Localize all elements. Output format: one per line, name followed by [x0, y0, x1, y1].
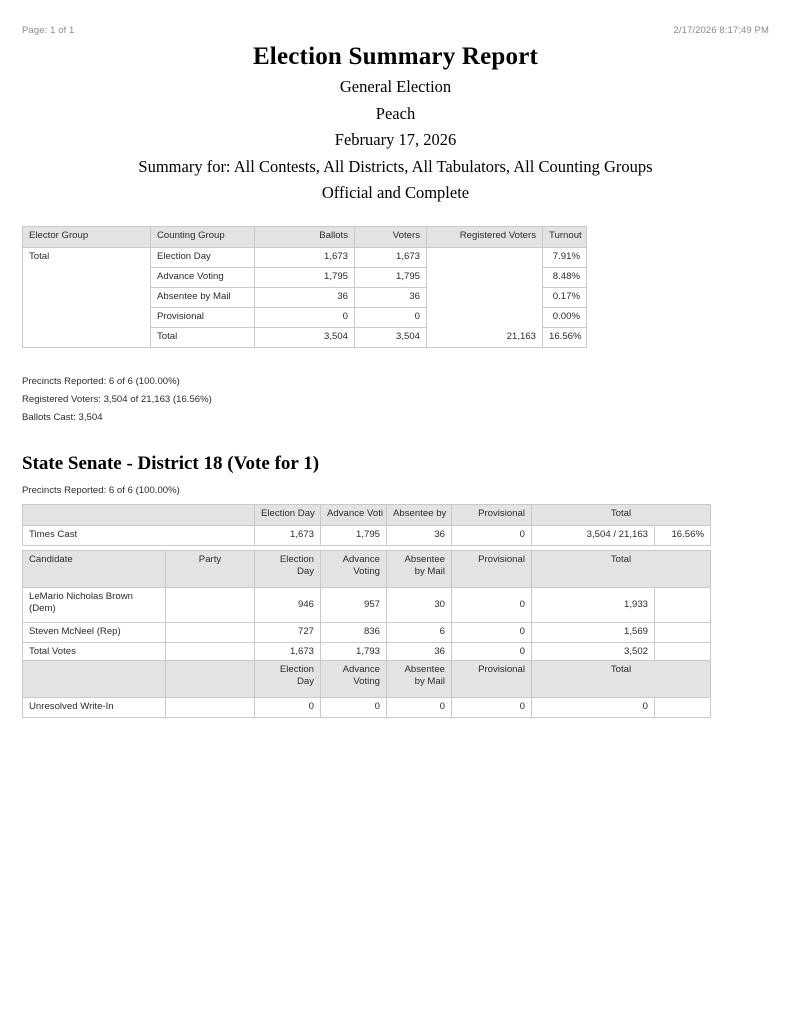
- row-label: Times Cast: [23, 526, 255, 546]
- turnout-value: 8.48%: [543, 268, 587, 288]
- col-provisional: Provisional: [452, 505, 532, 526]
- col-blank-1: [23, 661, 166, 698]
- turnout-value: 0.17%: [543, 288, 587, 308]
- col-total: Total: [532, 551, 711, 588]
- col-counting-group: Counting Group: [151, 227, 255, 248]
- provisional-value: 0: [452, 623, 532, 643]
- table-row: [23, 268, 587, 288]
- col-advance-voting: Advance Voting: [321, 551, 387, 588]
- stat-ballots-cast: Ballots Cast: 3,504: [22, 412, 103, 423]
- percent-value: [655, 698, 711, 718]
- advance-voting-value: 1,793: [321, 643, 387, 663]
- col-voters: Voters: [355, 227, 427, 248]
- absentee-by-mail-value: 30: [387, 588, 452, 623]
- turnout-value: 0.00%: [543, 308, 587, 328]
- elector-group-spacer: [23, 328, 151, 348]
- col-absentee-by-mail: Absentee by Mail: [387, 661, 452, 698]
- percent-value: [655, 588, 711, 623]
- total-value: 1,933: [532, 588, 655, 623]
- table-row: [23, 288, 587, 308]
- elector-group-spacer: [23, 308, 151, 328]
- registered-voters-value: [427, 308, 543, 328]
- election-date: February 17, 2026: [334, 130, 457, 149]
- col-election-day: Election Day: [255, 505, 321, 526]
- party-value: [166, 623, 255, 643]
- candidate-name: Steven McNeel (Rep): [23, 623, 166, 643]
- advance-voting-value: 0: [321, 698, 387, 718]
- provisional-value: 0: [452, 588, 532, 623]
- blank-value: [166, 698, 255, 718]
- col-candidate: Candidate: [23, 551, 166, 588]
- turnout-percent-value: 16.56%: [655, 526, 711, 546]
- election-day-value: 727: [255, 623, 321, 643]
- provisional-value: 0: [452, 526, 532, 546]
- row-label: Unresolved Write-In: [23, 698, 166, 718]
- summary-scope: Summary for: All Contests, All Districts, All Tabulators, All Counting Groups: [138, 156, 653, 176]
- stat-registered-voters: Registered Voters: 3,504 of 21,163 (16.56%): [22, 394, 212, 405]
- ballots-value: 1,795: [255, 268, 355, 288]
- registered-voters-value: [427, 248, 543, 268]
- col-election-day: Election Day: [255, 661, 321, 698]
- times-cast-table: [22, 504, 711, 546]
- table-row: [23, 526, 711, 546]
- total-votes-label: Total Votes: [23, 643, 166, 663]
- absentee-by-mail-value: 36: [387, 526, 452, 546]
- election-name: General Election: [339, 77, 452, 96]
- table-header-row: [23, 505, 711, 526]
- table-row: [23, 308, 587, 328]
- table-header-row: [23, 227, 587, 248]
- voters-value: 3,504: [355, 328, 427, 348]
- jurisdiction-name: Peach: [375, 103, 416, 123]
- col-registered-voters: Registered Voters: [427, 227, 543, 248]
- advance-voting-value: 957: [321, 588, 387, 623]
- voters-value: 0: [355, 308, 427, 328]
- elector-group-summary-table: [22, 226, 587, 348]
- provisional-value: 0: [452, 643, 532, 663]
- voters-value: 1,795: [355, 268, 427, 288]
- voters-value: 36: [355, 288, 427, 308]
- total-value: 1,569: [532, 623, 655, 643]
- election-day-value: 946: [255, 588, 321, 623]
- counting-group-value: Advance Voting: [151, 268, 255, 288]
- party-value: [166, 588, 255, 623]
- col-party: Party: [166, 551, 255, 588]
- counting-group-value: Total: [151, 328, 255, 348]
- election-stats-block: [22, 373, 212, 427]
- col-turnout: Turnout: [543, 227, 587, 248]
- col-blank-2: [166, 661, 255, 698]
- report-timestamp: 2/17/2026 8:17:49 PM: [673, 25, 769, 36]
- counting-group-value: Election Day: [151, 248, 255, 268]
- total-value: 3,504 / 21,163: [532, 526, 655, 546]
- table-row: [23, 248, 587, 268]
- ballots-value: 3,504: [255, 328, 355, 348]
- col-election-day: Election Day: [255, 551, 321, 588]
- election-day-value: 1,673: [255, 526, 321, 546]
- unresolved-writein-table: [22, 660, 711, 718]
- col-blank: [23, 505, 255, 526]
- table-row-total: [23, 328, 587, 348]
- registered-voters-value: [427, 268, 543, 288]
- elector-group-spacer: [23, 268, 151, 288]
- registered-voters-value: [427, 288, 543, 308]
- report-status: Official and Complete: [321, 183, 470, 202]
- table-row: [23, 623, 711, 643]
- candidate-name: LeMario Nicholas Brown (Dem): [23, 588, 166, 623]
- col-provisional: Provisional: [452, 551, 532, 588]
- ballots-value: 0: [255, 308, 355, 328]
- table-row: [23, 588, 711, 623]
- counting-group-value: Provisional: [151, 308, 255, 328]
- col-ballots: Ballots: [255, 227, 355, 248]
- counting-group-value: Absentee by Mail: [151, 288, 255, 308]
- ballots-value: 36: [255, 288, 355, 308]
- contest-title: State Senate - District 18 (Vote for 1): [22, 453, 320, 474]
- absentee-by-mail-value: 6: [387, 623, 452, 643]
- total-value: 3,502: [532, 643, 655, 663]
- percent-value: [655, 623, 711, 643]
- stat-precincts-reported: Precincts Reported: 6 of 6 (100.00%): [22, 376, 180, 387]
- col-absentee-by-mail: Absentee by Mail: [387, 551, 452, 588]
- col-provisional: Provisional: [452, 661, 532, 698]
- voters-value: 1,673: [355, 248, 427, 268]
- report-header: [0, 44, 791, 202]
- col-advance-voting: Advance Voti: [321, 505, 387, 526]
- page-title: Election Summary Report: [252, 43, 539, 70]
- absentee-by-mail-value: 36: [387, 643, 452, 663]
- col-total: Total: [532, 661, 711, 698]
- ballots-value: 1,673: [255, 248, 355, 268]
- col-elector-group: Elector Group: [23, 227, 151, 248]
- page-number-label: Page: 1 of 1: [22, 25, 75, 36]
- candidate-results-table: [22, 550, 711, 663]
- col-absentee-by-mail: Absentee by: [387, 505, 452, 526]
- absentee-by-mail-value: 0: [387, 698, 452, 718]
- election-day-value: 0: [255, 698, 321, 718]
- table-row: [23, 698, 711, 718]
- advance-voting-value: 1,795: [321, 526, 387, 546]
- turnout-value: 7.91%: [543, 248, 587, 268]
- registered-voters-value: 21,163: [427, 328, 543, 348]
- advance-voting-value: 836: [321, 623, 387, 643]
- provisional-value: 0: [452, 698, 532, 718]
- elector-group-value: Total: [23, 248, 151, 268]
- table-header-row: [23, 551, 711, 588]
- total-value: 0: [532, 698, 655, 718]
- col-total: Total: [532, 505, 711, 526]
- col-advance-voting: Advance Voting: [321, 661, 387, 698]
- table-header-row: [23, 661, 711, 698]
- turnout-value: 16.56%: [543, 328, 587, 348]
- election-day-value: 1,673: [255, 643, 321, 663]
- contest-precincts-reported: Precincts Reported: 6 of 6 (100.00%): [22, 485, 180, 496]
- elector-group-spacer: [23, 288, 151, 308]
